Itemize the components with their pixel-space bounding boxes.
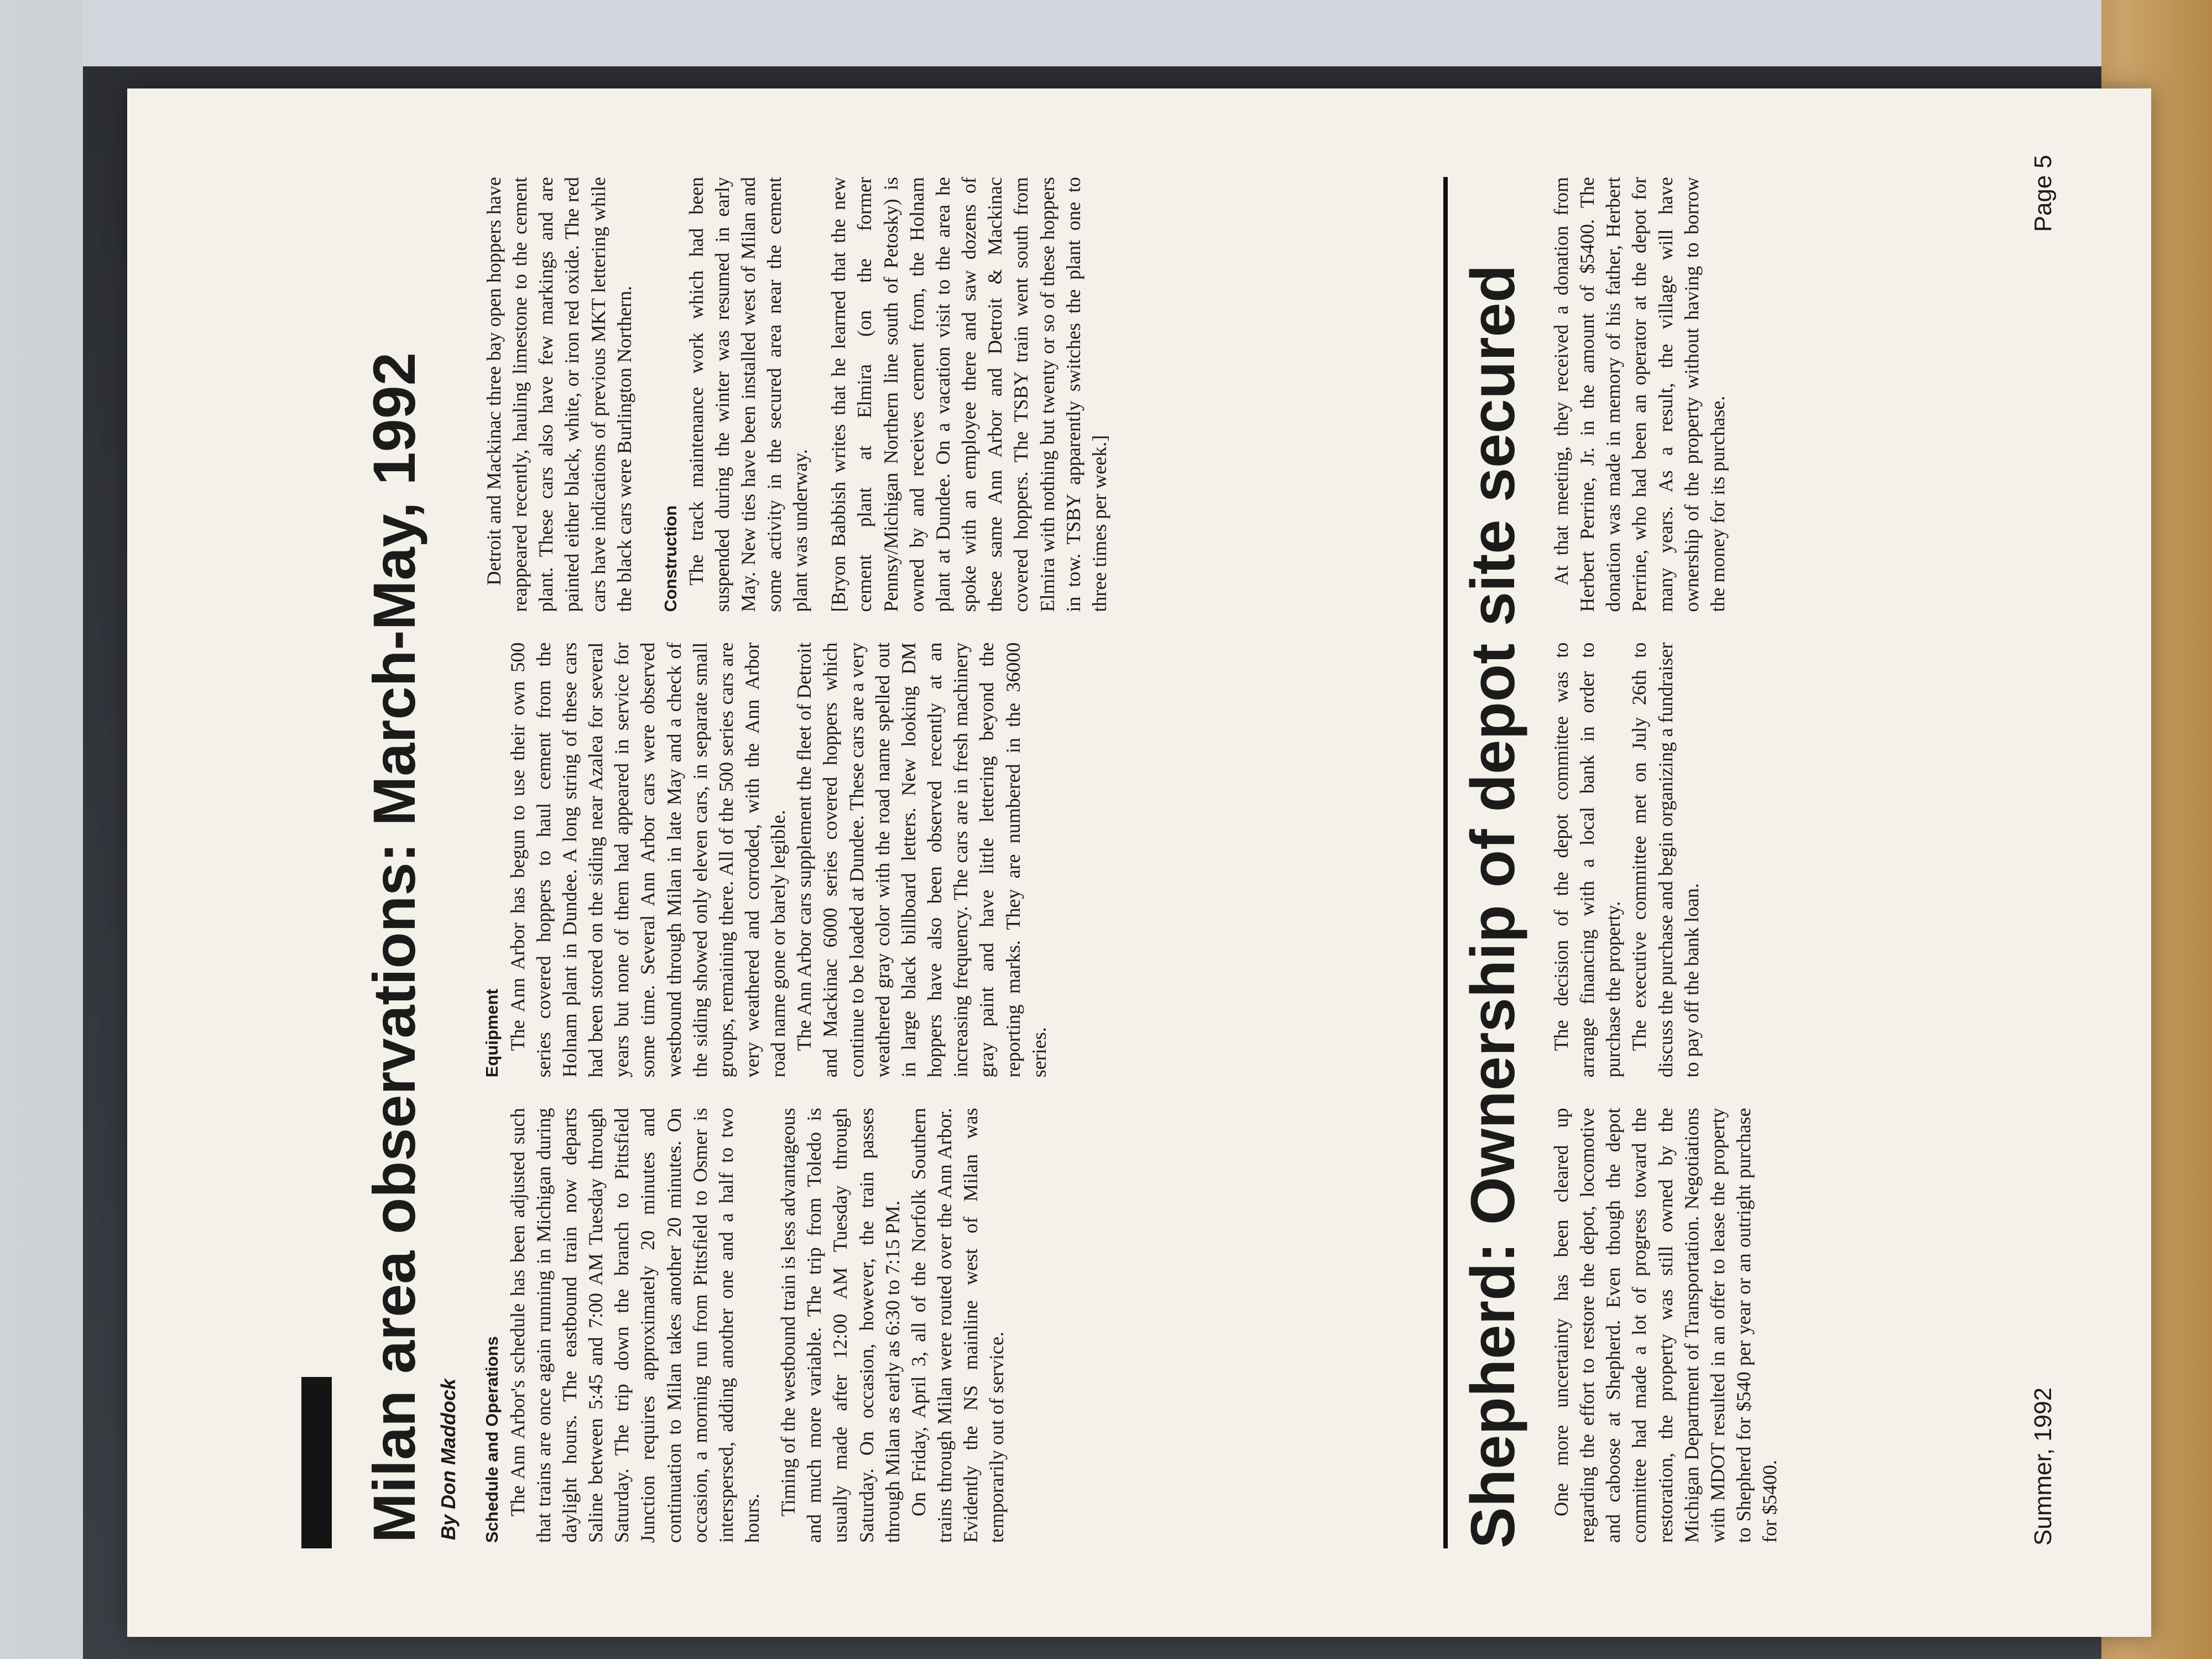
paragraph: The track maintenance work which had been suspended during the winter was resumed in early May. New ties have been installed west of Milan and some activity in the secured area near the cement plant was underway. (685, 176, 812, 612)
article2-columns (1548, 177, 1858, 1543)
paragraph: Timing of the westbound train is less advantageous and much more variable. The trip from Toledo is usually made after 12:00 AM Tuesday through Saturday. On occasion, however, the train passes through Milan as early as 6:30 to 7:15 PM. (777, 1108, 904, 1543)
paragraph: The decision of the depot committee was to arrange financing with a local bank in order to purchase the property. (1550, 642, 1625, 1078)
column-b (1548, 643, 1858, 1078)
section-heading-equipment: Equipment (482, 989, 502, 1078)
section-heading-schedule: Schedule and Operations (482, 1336, 502, 1543)
article-title-2: Shepherd: Ownership of depot site secured (1458, 264, 1527, 1548)
section-heading-construction: Construction (660, 505, 680, 612)
paragraph: The Ann Arbor cars supplement the fleet of Detroit and Mackinac 6000 series covered hoppers which continue to be loaded at Dundee. These cars are a very weathered gray color with the road name spelled out in large black billboard letters. New looking DM hoppers have also been observed recently at an increasing frequency. The cars are in fresh machinery gray paint and have little lettering beyond the reporting marks. They are numbered in the 36000 series. (793, 642, 1050, 1078)
column-2 (481, 643, 1421, 1078)
paragraph: The Ann Arbor has begun to use their own 500 series covered hoppers to haul cement from the Holnam plant in Dundee. A long string of these cars had been stored on the siding near Azalea for several years but none of them had appeared in service for some time. Several Ann Arbor cars were observed westbound through Milan in late May and a check of the siding showed only eleven cars, in separate small groups, remaining there. All of the 500 series cars are very weathered and corroded, with the Ann Arbor road name gone or barely legible. (506, 642, 790, 1078)
paragraph: [Bryon Babbish writes that he learned that the new cement plant at Elmira (on the former Pennsy/Michigan Northern line south of Petosky) is owned by and receives cement from, the Holnam plant at Dundee. On a vacation visit to the area he spoke with an employee there and saw dozens of these same Ann Arbor and Detroit & Mackinac covered hoppers. The TSBY train went south from Elmira with nothing but twenty or so of these hoppers in tow. TSBY apparently switches the plant one to three times per week.] (827, 176, 1110, 612)
column-a (1548, 1108, 1858, 1543)
paragraph: Detroit and Mackinac three bay open hoppers have reappeared recently, hauling limestone to the cement plant. These cars also have few markings and are painted either black, white, or iron red oxide. The red cars have indications of previous MKT lettering while the black cars were Burlington Northern. (483, 176, 635, 612)
issue-date: Summer, 1992 (2030, 1387, 2057, 1546)
paragraph: At that meeting, they received a donation from Herbert Perrine, Jr. in the amount of $5400. The donation was made in memory of his father, Herbert Perrine, who had been an operator at the depot for many years. As a result, the village will have ownership of the property without having to borrow the money for its purchase. (1550, 176, 1729, 612)
printed-bar (301, 1377, 332, 1548)
paragraph: The Ann Arbor's schedule has been adjusted such that trains are once again running in Michigan during daylight hours. The eastbound train now departs Saline between 5:45 and 7:00 AM Tuesday through Saturday. The trip down the branch to Pittsfield Junction requires approximately 20 minutes and continuation to Milan takes another 20 minutes. On occasion, a morning run from Pittsfield to Osmer is interspersed, adding another one and a half to two hours. (506, 1108, 764, 1543)
paragraph: The executive committee met on July 26th to discuss the purchase and begin organizing a fundraiser to pay off the bank loan. (1628, 642, 1703, 1078)
byline: By Don Maddock (437, 1378, 460, 1540)
newsletter-page (127, 88, 2151, 1637)
section-divider (1443, 177, 1448, 1548)
page-number: Page 5 (2030, 155, 2057, 232)
column-c (1548, 177, 1858, 612)
article-title: Milan area observations: March-May, 1992 (361, 352, 427, 1543)
article-columns (481, 177, 1421, 1543)
column-3 (481, 177, 1421, 612)
paragraph: One more uncertainty has been cleared up regarding the effort to restore the depot, locomotive and caboose at Shepherd. Even though the depot committee had made a lot of progress toward the restoration, the property was still owned by the Michigan Department of Transportation. Negotiations with MDOT resulted in an offer to lease the property to Shepherd for $540 per year or an outright purchase for $5400. (1550, 1108, 1781, 1543)
column-1 (481, 1108, 1421, 1543)
paragraph: On Friday, April 3, all of the Norfolk Southern trains through Milan were routed over the Ann Arbor. Evidently the NS mainline west of Milan was temporarily out of service. (907, 1108, 1008, 1543)
